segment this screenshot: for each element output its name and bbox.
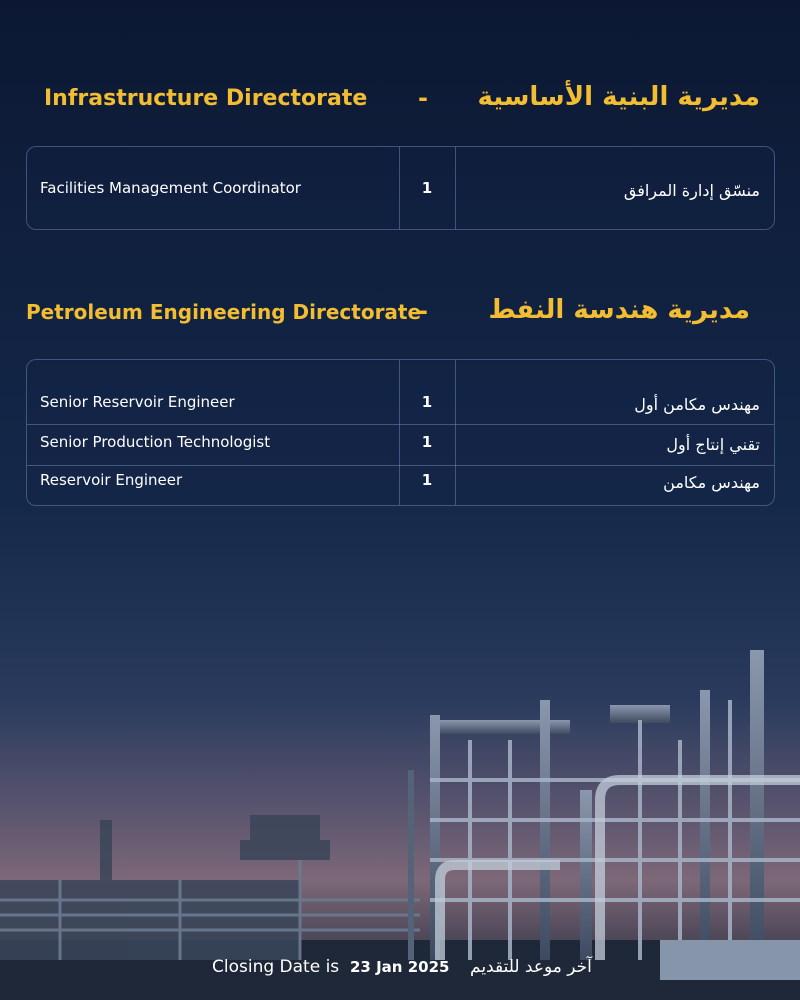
section-heading-petroleum — [0, 297, 800, 347]
position-count: 1 — [421, 393, 433, 411]
positions-table-petroleum — [26, 359, 775, 506]
section-heading-infrastructure — [0, 84, 800, 134]
position-title-en: Reservoir Engineer — [40, 471, 183, 489]
position-count: 1 — [421, 433, 433, 451]
section-title-en: Petroleum Engineering Directorate — [26, 300, 422, 324]
position-title-ar: تقني إنتاج أول — [666, 435, 760, 454]
position-title-en: Senior Reservoir Engineer — [40, 393, 235, 411]
position-count: 1 — [421, 179, 433, 197]
section-title-separator: - — [418, 297, 428, 325]
position-count: 1 — [421, 471, 433, 489]
position-title-en: Facilities Management Coordinator — [40, 179, 301, 197]
section-title-separator: - — [418, 84, 428, 112]
closing-date-label-ar: آخر موعد للتقديم — [470, 957, 592, 977]
table-row — [27, 147, 774, 229]
section-title-en: Infrastructure Directorate — [44, 86, 368, 111]
closing-date-value: 23 Jan 2025 — [350, 958, 450, 976]
position-title-en: Senior Production Technologist — [40, 433, 271, 451]
section-title-ar: مديرية هندسة النفط — [488, 295, 750, 325]
closing-date-label: Closing Date is — [212, 957, 340, 977]
positions-table-infrastructure — [26, 146, 775, 230]
table-row — [27, 465, 774, 504]
closing-date-footer — [0, 955, 800, 985]
position-title-ar: منسّق إدارة المرافق — [623, 181, 760, 200]
position-title-ar: مهندس مكامن — [663, 473, 760, 492]
table-row — [27, 424, 774, 465]
position-title-ar: مهندس مكامن أول — [634, 395, 760, 414]
section-title-ar: مديرية البنية الأساسية — [477, 82, 760, 112]
table-row — [27, 360, 774, 424]
